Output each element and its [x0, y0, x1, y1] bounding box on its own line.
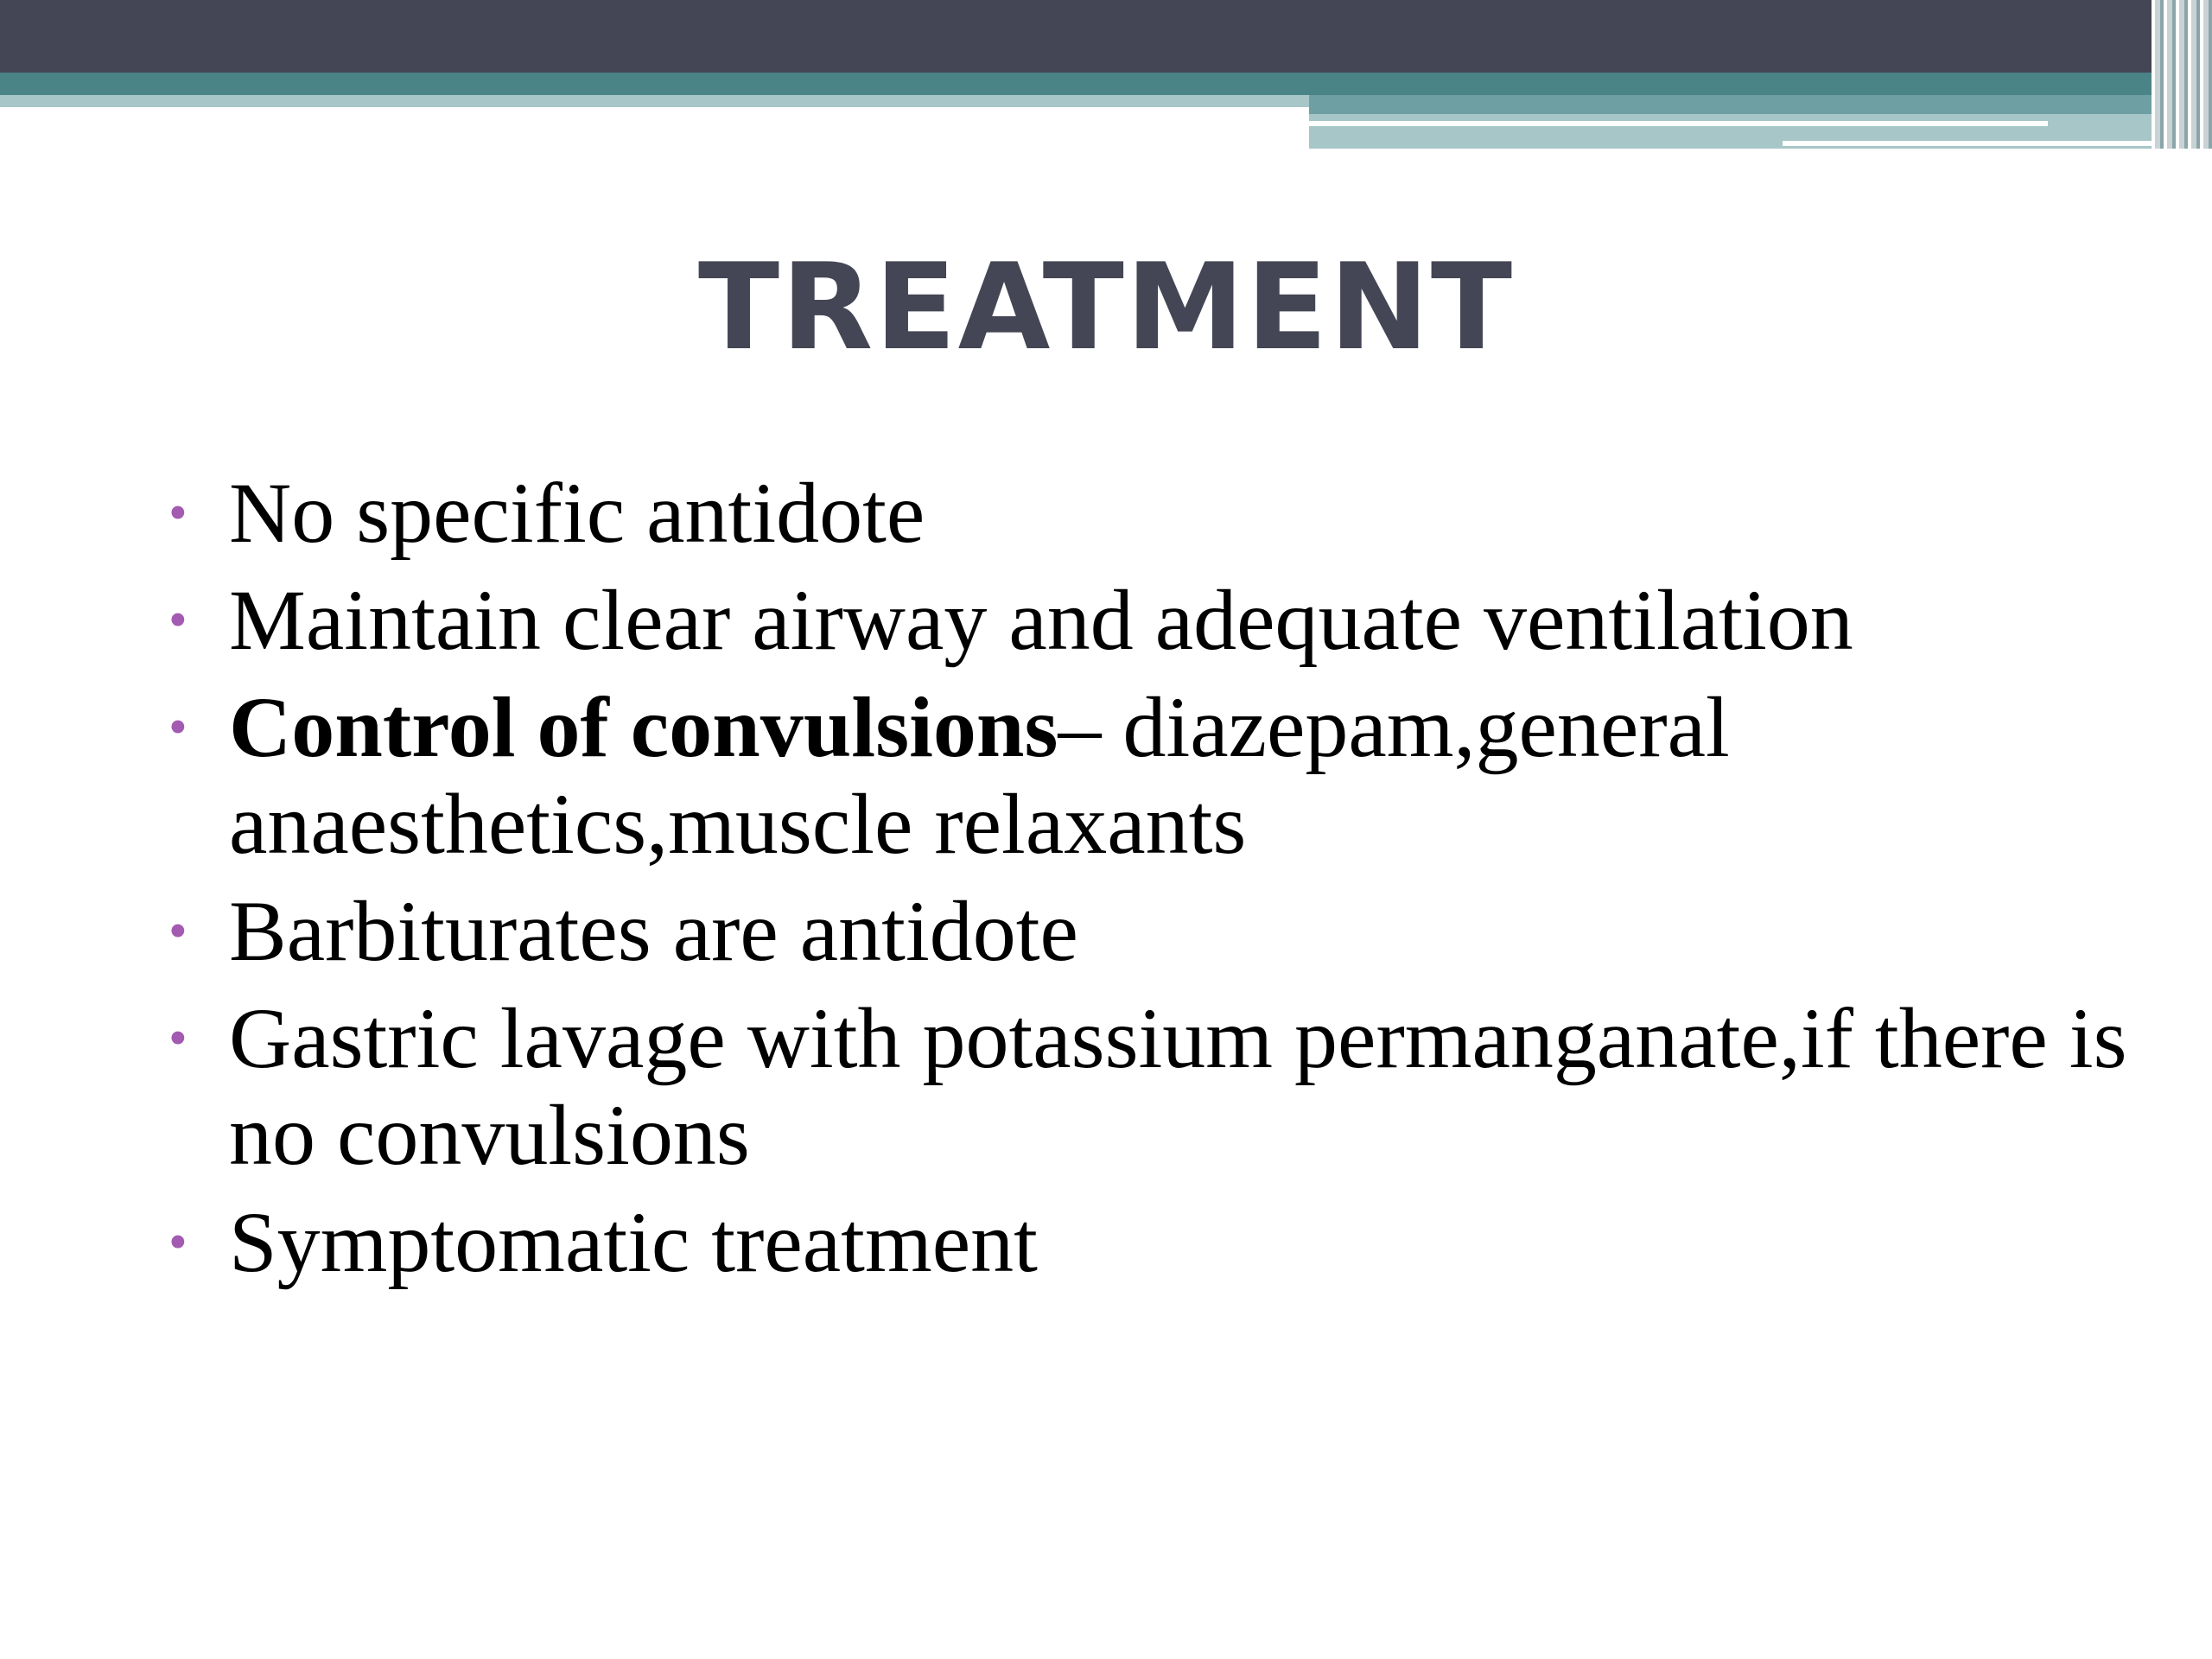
header-teal-band: [0, 73, 2152, 95]
bullet-dot-icon: •: [168, 1009, 188, 1068]
header-accent-line-short: [1783, 141, 2152, 146]
bullet-dot-icon: •: [168, 484, 188, 543]
bullet-item-symptomatic: [168, 1194, 2139, 1291]
header-accent-line: [1309, 121, 2048, 126]
bullet-text: No specific antidote: [229, 465, 925, 561]
bullet-list: [168, 465, 2139, 1301]
header-mid-band-right: [1309, 95, 2152, 114]
bullet-text: Symptomatic treatment: [229, 1194, 1038, 1290]
bullet-dot-icon: •: [168, 591, 188, 650]
bullet-item-barbiturates: [168, 883, 2139, 980]
bullet-text: Gastric lavage with potassium permanganate,if there is no convulsions: [229, 990, 2127, 1183]
bullet-item-convulsions: [168, 679, 2139, 873]
bullet-text: Barbiturates are antidote: [229, 883, 1078, 979]
header-pale-band-left: [0, 95, 1309, 107]
bullet-item-no-antidote: [168, 465, 2139, 562]
bullet-text: – diazepam,general anaesthetics,muscle relaxants: [229, 679, 1730, 872]
bullet-text: Maintain clear airway and adequate ventilation: [229, 572, 1853, 668]
bullet-dot-icon: •: [168, 698, 188, 757]
bullet-dot-icon: •: [168, 1213, 188, 1272]
header-dark-band: [0, 0, 2212, 73]
bullet-bold-heading: Control of convulsions: [229, 679, 1058, 775]
slide-title: TREATMENT: [697, 238, 1515, 377]
bullet-item-airway: [168, 572, 2139, 669]
bullet-dot-icon: •: [168, 902, 188, 961]
bullet-item-gastric-lavage: [168, 990, 2139, 1184]
header-edge-stripes: [2152, 0, 2212, 149]
